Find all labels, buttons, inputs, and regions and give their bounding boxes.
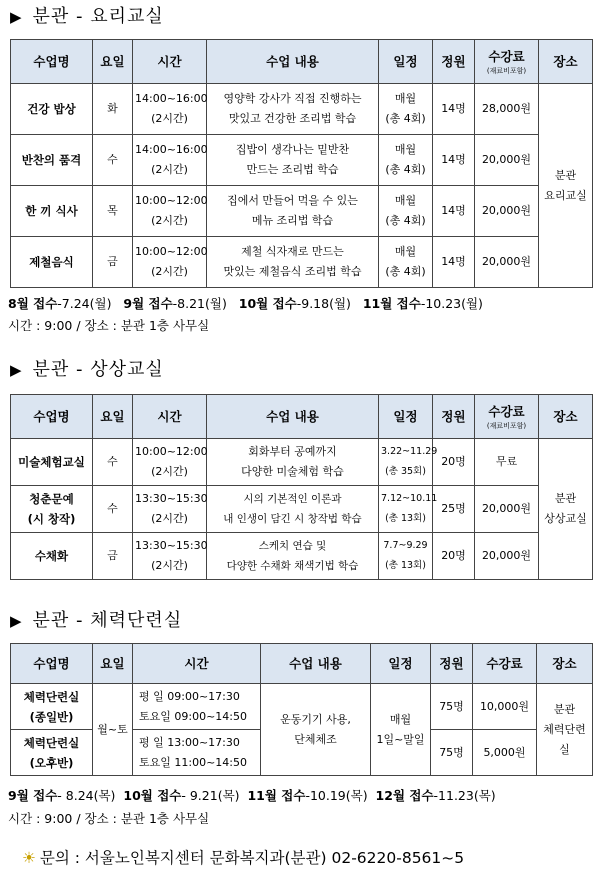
header-cell: 장소 xyxy=(539,40,593,84)
text-span: 분관 - 체력단련실 xyxy=(32,610,183,631)
table-cell: 금 xyxy=(93,237,133,288)
table-row xyxy=(11,135,593,186)
table-cell: 10:00~12:00 (2시간) xyxy=(133,439,207,486)
table-cell: 20명 xyxy=(433,533,475,580)
header-cell: 수업명 xyxy=(11,40,93,84)
text-span: 12월 접수 xyxy=(375,788,434,803)
text-span: 8월 접수 xyxy=(8,296,58,311)
header-cell: 수업명 xyxy=(11,395,93,439)
header-cell: 장소 xyxy=(539,395,593,439)
text-span: (재료비포함) xyxy=(486,67,527,75)
fitness-room-table xyxy=(10,643,593,776)
table-cell: 3.22~11.29 (총 35회) xyxy=(379,439,433,486)
table-cell: 매월 1일~말일 xyxy=(371,684,431,776)
contact-line xyxy=(22,846,464,868)
text-span: 11월 접수 xyxy=(362,296,421,311)
sun-icon: ☀ xyxy=(22,849,36,867)
table-cell: 금 xyxy=(93,533,133,580)
table-cell: 매월 (총 4회) xyxy=(379,84,433,135)
table-cell: 시의 기본적인 이론과 내 인생이 담긴 시 창작법 학습 xyxy=(207,486,379,533)
header-cell: 수업 내용 xyxy=(207,395,379,439)
table-cell: 14명 xyxy=(433,135,475,186)
table-cell: 7.12~10.11 (총 13회) xyxy=(379,486,433,533)
header-cell: 요일 xyxy=(93,40,133,84)
table-cell: 13:30~15:30 (2시간) xyxy=(133,533,207,580)
text-span: 수강료 xyxy=(488,49,525,64)
table-cell: 미술체험교실 xyxy=(11,439,93,486)
text-span: -10.23(월) xyxy=(420,296,483,311)
section-title-imagination xyxy=(10,355,164,381)
text-span: 10월 접수 xyxy=(123,788,182,803)
header-cell: 정원 xyxy=(433,395,475,439)
table-cell: 20,000원 xyxy=(475,135,539,186)
table-cell: 체력단련실 (종일반) xyxy=(11,684,93,730)
triangle-bullet-icon: ▶ xyxy=(10,612,23,630)
table-cell: 청춘문예 (시 창작) xyxy=(11,486,93,533)
table-cell: 운동기기 사용, 단체체조 xyxy=(261,684,371,776)
table-cell: 14명 xyxy=(433,84,475,135)
table-cell: 한 끼 식사 xyxy=(11,186,93,237)
table-cell: 20,000원 xyxy=(475,186,539,237)
section-title-fitness xyxy=(10,606,182,632)
table-cell: 10:00~12:00 (2시간) xyxy=(133,237,207,288)
table-cell: 건강 밥상 xyxy=(11,84,93,135)
table-cell: 13:30~15:30 (2시간) xyxy=(133,486,207,533)
receipt-schedule-fitness xyxy=(8,786,496,806)
table-cell: 영양학 강사가 직접 진행하는 맛있고 건강한 조리법 학습 xyxy=(207,84,379,135)
text-span: 분관 - 요리교실 xyxy=(32,6,164,27)
table-header-row xyxy=(11,395,593,439)
table-row xyxy=(11,84,593,135)
header-cell: 수업 내용 xyxy=(207,40,379,84)
text-span: -8.21(월) xyxy=(172,296,227,311)
table-cell: 75명 xyxy=(431,684,473,730)
table-cell: 스케치 연습 및 다양한 수채화 채색기법 학습 xyxy=(207,533,379,580)
table-cell: 무료 xyxy=(475,439,539,486)
table-cell: 체력단련실 (오후반) xyxy=(11,730,93,776)
table-cell: 매월 (총 4회) xyxy=(379,237,433,288)
text-span: 9월 접수 xyxy=(8,788,58,803)
header-cell: 수업 내용 xyxy=(261,644,371,684)
imagination-class-table xyxy=(10,394,593,580)
table-cell: 수 xyxy=(93,486,133,533)
table-cell: 5,000원 xyxy=(473,730,537,776)
header-cell-fee xyxy=(475,395,539,439)
table-cell: 14명 xyxy=(433,186,475,237)
table-cell: 75명 xyxy=(431,730,473,776)
table-cell: 20,000원 xyxy=(475,533,539,580)
triangle-bullet-icon: ▶ xyxy=(10,8,23,26)
text-span: 10월 접수 xyxy=(238,296,297,311)
header-cell: 일정 xyxy=(371,644,431,684)
header-cell-fee xyxy=(475,40,539,84)
header-cell: 시간 xyxy=(133,644,261,684)
table-cell: 월~토 xyxy=(93,684,133,776)
table-row xyxy=(11,186,593,237)
text-span: 수강료 xyxy=(488,404,525,419)
header-cell: 시간 xyxy=(133,395,207,439)
cooking-class-table xyxy=(10,39,593,288)
table-cell: 평 일 13:00~17:30 토요일 11:00~14:50 xyxy=(133,730,261,776)
header-cell: 정원 xyxy=(433,40,475,84)
header-cell: 일정 xyxy=(379,395,433,439)
time-place-note-cooking: 시간 : 9:00 / 장소 : 분관 1층 사무실 xyxy=(8,318,210,333)
place-cell: 분관 체력단련실 xyxy=(537,684,593,776)
place-cell: 분관 상상교실 xyxy=(539,439,593,580)
table-row xyxy=(11,237,593,288)
table-row xyxy=(11,684,593,730)
table-cell: 화 xyxy=(93,84,133,135)
table-cell: 목 xyxy=(93,186,133,237)
header-cell: 수업명 xyxy=(11,644,93,684)
text-span: 문의 : 서울노인복지센터 문화복지과(분관) 02-6220-8561~5 xyxy=(39,849,465,867)
table-cell: 수채화 xyxy=(11,533,93,580)
text-span: -9.18(월) xyxy=(296,296,351,311)
text-span: 9월 접수 xyxy=(123,296,173,311)
table-row xyxy=(11,533,593,580)
table-cell: 28,000원 xyxy=(475,84,539,135)
table-cell: 매월 (총 4회) xyxy=(379,186,433,237)
table-header-row xyxy=(11,40,593,84)
triangle-bullet-icon: ▶ xyxy=(10,361,23,379)
text-span: (재료비포함) xyxy=(486,422,527,430)
text-span: 분관 - 상상교실 xyxy=(32,359,164,380)
header-cell: 시간 xyxy=(133,40,207,84)
receipt-schedule-cooking xyxy=(8,294,483,314)
table-cell: 반찬의 품격 xyxy=(11,135,93,186)
header-cell: 정원 xyxy=(431,644,473,684)
text-span: -7.24(월) xyxy=(57,296,112,311)
place-cell: 분관 요리교실 xyxy=(539,84,593,288)
table-cell: 수 xyxy=(93,135,133,186)
table-cell: 20,000원 xyxy=(475,237,539,288)
table-header-row xyxy=(11,644,593,684)
time-place-note-fitness: 시간 : 9:00 / 장소 : 분관 1층 사무실 xyxy=(8,811,210,826)
table-cell: 집밥이 생각나는 밑반찬 만드는 조리법 학습 xyxy=(207,135,379,186)
table-row xyxy=(11,486,593,533)
table-cell: 제철 식자재로 만드는 맛있는 제철음식 조리법 학습 xyxy=(207,237,379,288)
header-cell: 수강료 xyxy=(473,644,537,684)
table-cell: 14명 xyxy=(433,237,475,288)
table-row xyxy=(11,439,593,486)
table-cell: 10,000원 xyxy=(473,684,537,730)
header-cell: 장소 xyxy=(537,644,593,684)
text-span: -11.23(목) xyxy=(433,788,496,803)
table-cell: 10:00~12:00 (2시간) xyxy=(133,186,207,237)
table-cell: 수 xyxy=(93,439,133,486)
text-span: - 8.24(목) xyxy=(57,788,116,803)
table-cell: 14:00~16:00 (2시간) xyxy=(133,84,207,135)
table-cell: 20명 xyxy=(433,439,475,486)
table-cell: 평 일 09:00~17:30 토요일 09:00~14:50 xyxy=(133,684,261,730)
table-cell: 회화부터 공예까지 다양한 미술체험 학습 xyxy=(207,439,379,486)
table-cell: 20,000원 xyxy=(475,486,539,533)
section-title-cooking xyxy=(10,2,164,28)
header-cell: 요일 xyxy=(93,644,133,684)
table-cell: 14:00~16:00 (2시간) xyxy=(133,135,207,186)
table-cell: 집에서 만들어 먹을 수 있는 메뉴 조리법 학습 xyxy=(207,186,379,237)
text-span: -10.19(목) xyxy=(305,788,368,803)
table-cell: 제철음식 xyxy=(11,237,93,288)
header-cell: 일정 xyxy=(379,40,433,84)
text-span: 11월 접수 xyxy=(247,788,306,803)
text-span: - 9.21(목) xyxy=(181,788,240,803)
table-cell: 7.7~9.29 (총 13회) xyxy=(379,533,433,580)
header-cell: 요일 xyxy=(93,395,133,439)
table-cell: 25명 xyxy=(433,486,475,533)
table-cell: 매월 (총 4회) xyxy=(379,135,433,186)
